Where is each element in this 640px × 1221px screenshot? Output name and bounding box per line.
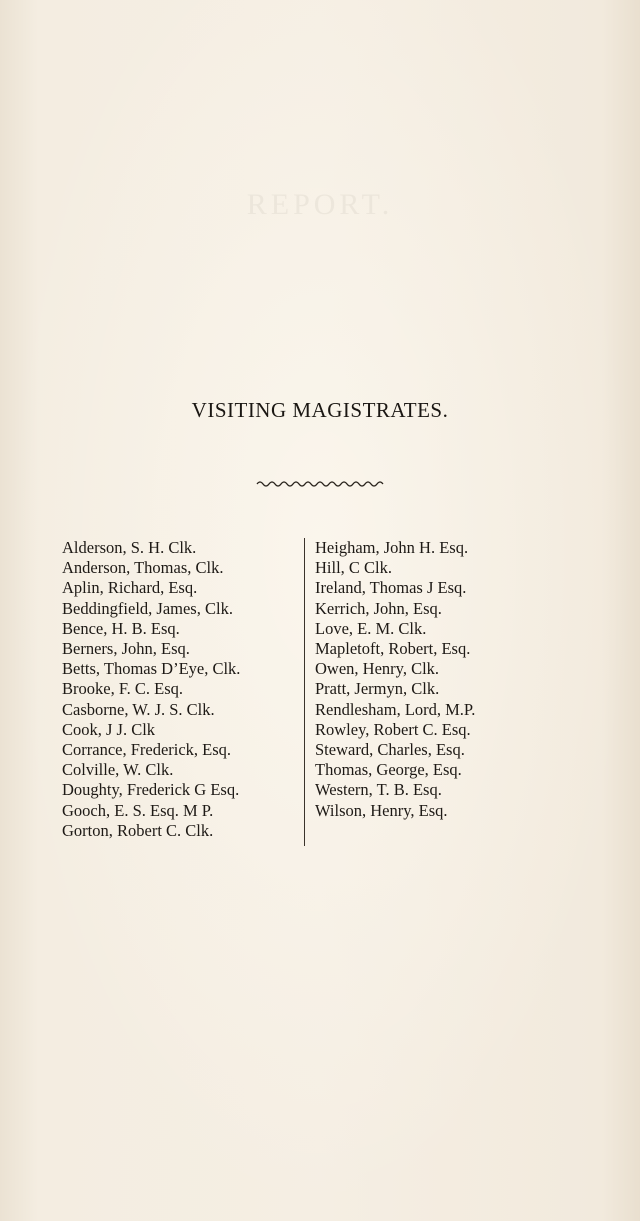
list-item: Doughty, Frederick G Esq.: [62, 780, 240, 800]
list-item: Heigham, John H. Esq.: [315, 538, 469, 557]
list-item: Bence, H. B. Esq.: [62, 618, 180, 638]
list-item: Rendlesham, Lord, M.P.: [315, 699, 476, 719]
list-item: Mapletoft, Robert, Esq.: [315, 639, 471, 659]
list-item: Wilson, Henry, Esq.: [315, 800, 448, 820]
list-item: Steward, Charles, Esq.: [315, 740, 465, 760]
list-item: Western, T. B. Esq.: [315, 780, 442, 800]
list-item: Berners, John, Esq.: [62, 639, 190, 659]
magistrates-list-right: [315, 538, 525, 821]
list-item: Casborne, W. J. S. Clk.: [62, 699, 215, 719]
list-item: Brooke, F. C. Esq.: [62, 679, 184, 699]
list-item: Beddingfield, James, Clk.: [62, 598, 233, 618]
column-divider: [304, 538, 305, 846]
list-item: Rowley, Robert C. Esq.: [315, 719, 471, 739]
list-item: Aplin, Richard, Esq.: [62, 578, 198, 598]
magistrates-list-left: [62, 538, 302, 841]
page-title: VISITING MAGISTRATES.: [191, 398, 449, 422]
list-item: Corrance, Frederick, Esq.: [62, 740, 232, 760]
list-item: Owen, Henry, Clk.: [315, 659, 440, 679]
list-item: Thomas, George, Esq.: [315, 760, 462, 780]
list-item: Colville, W. Clk.: [62, 760, 174, 780]
list-item: Cook, J J. Clk: [62, 719, 156, 739]
list-item: Alderson, S. H. Clk.: [62, 538, 197, 557]
list-item: Kerrich, John, Esq.: [315, 598, 442, 618]
list-item: Pratt, Jermyn, Clk.: [315, 679, 440, 699]
wavy-rule-ornament: [255, 478, 387, 490]
list-item: Betts, Thomas D’Eye, Clk.: [62, 659, 241, 679]
bleed-through-heading: REPORT.: [246, 188, 394, 221]
list-item: Anderson, Thomas, Clk.: [62, 558, 224, 578]
list-item: Gooch, E. S. Esq. M P.: [62, 800, 214, 820]
list-item: Hill, C Clk.: [315, 558, 393, 578]
list-item: Ireland, Thomas J Esq.: [315, 578, 467, 598]
list-item: Gorton, Robert C. Clk.: [62, 820, 214, 840]
list-item: Love, E. M. Clk.: [315, 618, 427, 638]
